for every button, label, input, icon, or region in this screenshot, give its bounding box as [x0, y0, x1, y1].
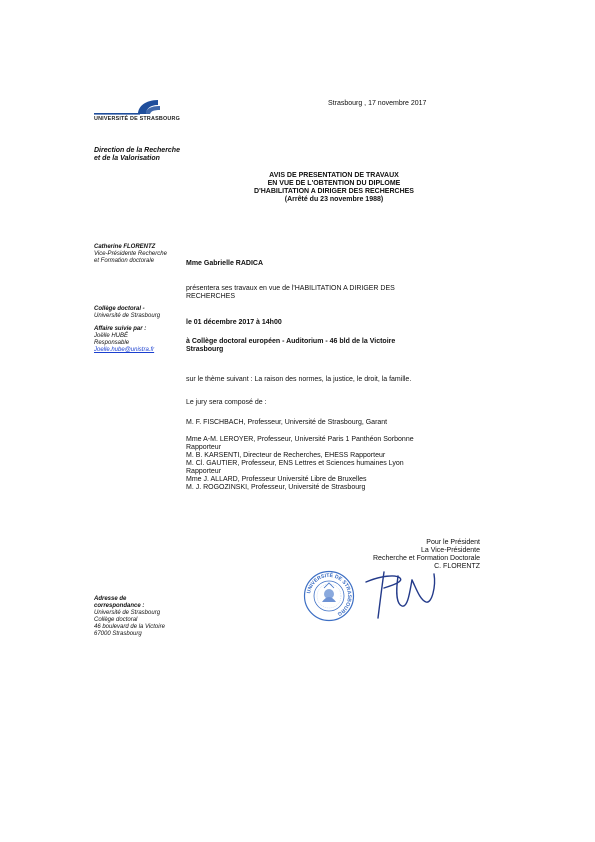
sidebar-affaire: [94, 326, 154, 354]
jury-line: M. B. KARSENTI, Directeur de Recherches, EHESS Rapporteur: [186, 452, 386, 459]
handwritten-signature: [360, 560, 446, 622]
defense-location: [186, 338, 486, 354]
title-line: EN VUE DE L'OBTENTION DU DIPLOME: [267, 180, 401, 187]
jury-line: M. Cl. GAUTIER, Professeur, ENS Lettres et Sciences humaines Lyon: [186, 460, 404, 467]
sidebar-address: [94, 596, 165, 638]
jury-line: Rapporteur: [186, 444, 222, 451]
affaire-title: Affaire suivie par :: [94, 326, 147, 332]
college-sub: Université de Strasbourg: [94, 313, 161, 319]
address-line: Université de Strasbourg: [94, 610, 161, 616]
location-line: Strasbourg: [186, 346, 224, 353]
affaire-name: Joëlle HUBÉ: [94, 333, 129, 339]
logo-swoosh-icon: [94, 96, 194, 118]
jury-line: Rapporteur: [186, 468, 222, 475]
address-line: Collège doctoral: [94, 617, 138, 623]
signature-line: Pour le Président: [426, 539, 480, 546]
jury-line: M. J. ROGOZINSKI, Professeur, Université de Strasbourg: [186, 484, 366, 491]
signatory-role: Vice-Présidente Recherche: [94, 251, 167, 257]
candidate-name: Mme Gabrielle RADICA: [186, 260, 264, 267]
location-line: à Collège doctoral européen - Auditorium - 46 bld de la Victoire: [186, 338, 396, 345]
address-line: 67000 Strasbourg: [94, 631, 142, 637]
seal-text: UNIVERSITÉ DE STRASBOURG: [306, 572, 353, 617]
official-seal: [303, 570, 355, 622]
jury-member-garant: M. F. FISCHBACH, Professeur, Université de Strasbourg, Garant: [186, 419, 388, 426]
jury-line: Mme A-M. LEROYER, Professeur, Université Paris 1 Panthéon Sorbonne: [186, 436, 414, 443]
jury-intro: Le jury sera composé de :: [186, 399, 267, 406]
address-title: Adresse de: [94, 596, 127, 602]
sidebar-college: [94, 306, 160, 320]
address-line: 46 boulevard de la Victoire: [94, 624, 165, 630]
college-title: Collège doctoral -: [94, 306, 145, 312]
signature-scrawl-icon: [360, 560, 446, 622]
affaire-email-link[interactable]: Joelle.hube@unistra.fr: [94, 347, 155, 353]
jury-line: Mme J. ALLARD, Professeur Université Libre de Bruxelles: [186, 476, 367, 483]
title-line: D'HABILITATION A DIRIGER DES RECHERCHES: [254, 188, 414, 195]
jury-list: [186, 436, 486, 492]
presentation-line: présentera ses travaux en vue de l'HABILITATION A DIRIGER DES: [186, 285, 395, 292]
title-line: (Arrêté du 23 novembre 1988): [284, 196, 384, 203]
presentation-line: RECHERCHES: [186, 293, 236, 300]
defense-datetime: le 01 décembre 2017 à 14h00: [186, 319, 282, 326]
letter-date: Strasbourg , 17 novembre 2017: [328, 100, 427, 107]
defense-theme: sur le thème suivant : La raison des normes, la justice, le droit, la famille.: [186, 376, 412, 383]
address-title: correspondance :: [94, 603, 145, 609]
presentation-text: [186, 285, 486, 301]
seal-stamp-icon: [303, 570, 355, 622]
document-title: [186, 172, 482, 204]
affaire-role: Responsable: [94, 340, 130, 346]
sidebar-signatory: [94, 244, 167, 265]
signatory-name: Catherine FLORENTZ: [94, 244, 156, 250]
signature-line: La Vice-Présidente: [420, 547, 480, 554]
department-line: et de la Valorisation: [94, 155, 160, 162]
title-line: AVIS DE PRESENTATION DE TRAVAUX: [269, 172, 399, 179]
signatory-role: et Formation doctorale: [94, 258, 155, 264]
department-name: [94, 147, 180, 163]
signature-line: Recherche et Formation Doctorale: [373, 555, 480, 562]
logo-text: UNIVERSITÉ DE STRASBOURG: [94, 116, 180, 122]
signature-line: C. FLORENTZ: [434, 563, 480, 570]
university-logo: [94, 96, 194, 130]
department-line: Direction de la Recherche: [94, 147, 180, 154]
